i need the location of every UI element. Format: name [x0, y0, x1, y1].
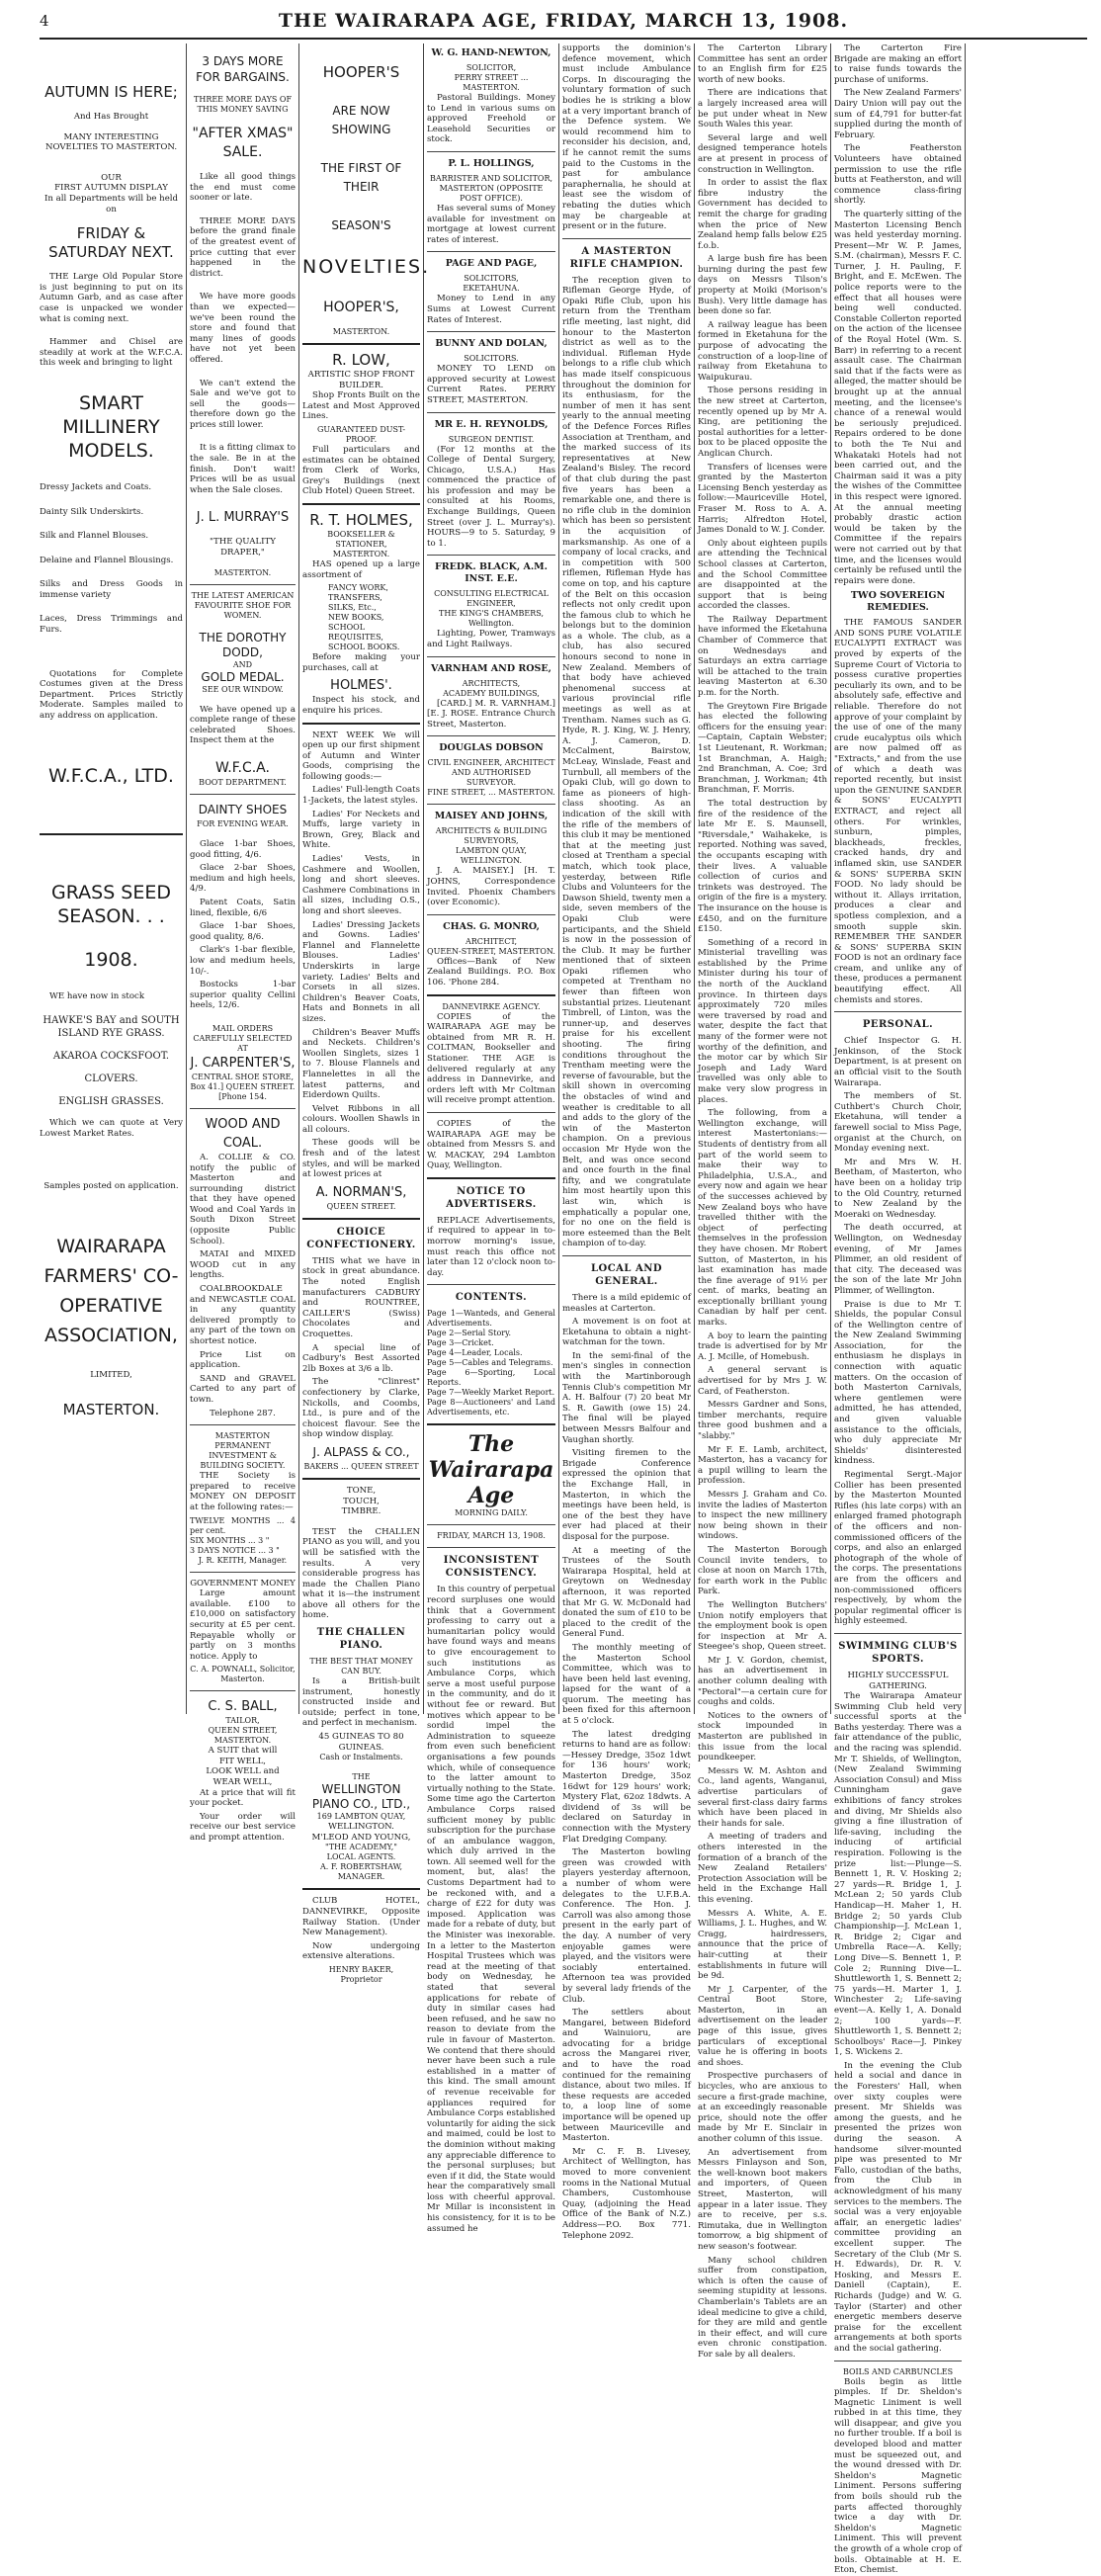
grass-seed-heading: GRASS SEED SEASON. . . — [50, 881, 171, 927]
page-title: THE WAIRARAPA AGE, FRIDAY, MARCH 13, 1908. — [278, 10, 849, 32]
text: "THE QUALITY DRAPER," — [210, 537, 276, 558]
card — [427, 158, 555, 245]
column-rule — [298, 43, 299, 1714]
paragraph: The quarterly sitting of the Masterton Licensing Bench was held yesterday morning. Present—Mr W. P. James, S.M. (chairman), Messrs F. C. Turner, J. H. Pauling, F. Bright, and E. McEwen. The police reports were to the effect that all houses were being well conducted. Constable Collerton reported on the action of the licensee of the Royal Hotel (Wm. S. Barr) in referring to a recent assault case. The Chairman said that if the facts were as alleged, the matter should be brought up at the annual meeting, and the licensee's chance of a renewal would be seriously prejudiced. Repairs ordered to be done to both the Te Nui and Whakataki Hotels had not been carried out, and the Chairman said it was a pity the wishes of the Committee in this respect were ignored. At the annual meeting probably drastic action would be taken by the Committee if the repairs were not carried out by that time, and the licenses would certainly be refused until the repairs were done. — [834, 209, 962, 586]
leader-heading: INCONSISTENT CONSISTENCY. — [443, 1555, 540, 1580]
text: ARTISTIC SHOP FRONT BUILDER. — [307, 370, 415, 390]
paragraph: MATAI and MIXED WOOD cut in any lengths. — [190, 1249, 296, 1281]
text: MANY INTERESTING NOVELTIES TO MASTERTON. — [44, 131, 178, 153]
card-name: MR E. H. REYNOLDS, — [434, 418, 549, 430]
paragraph: A railway league has been formed in Eketahuna for the purpose of advocating the construction of a loop-line of railway from Eketahuna to Waipukurau. — [698, 319, 827, 383]
list-item: Dressy Jackets and Coats. — [40, 481, 152, 492]
personal-heading: PERSONAL. — [862, 1019, 934, 1031]
paragraph: Regimental Sergt.-Major Collier has been presented by the Masterton Mounted Rifles (his late corps) with an enlarged framed photograph of the officers and non-commissioned officers of the corps, and also an enlarged photograph of the whole of the corps. The presentations are from the officers and non-commissioned officers respectively, by whom the popular regimental officer is highly esteemed. — [834, 1470, 962, 1627]
card-name: FREDK. BLACK, A.M. INST. E.E. — [434, 561, 548, 585]
text: MASTERTON. — [332, 549, 390, 558]
card — [427, 742, 555, 798]
text: TAILOR, — [225, 1716, 260, 1726]
text: FOR EVENING WEAR. — [197, 819, 289, 828]
paragraph: Messrs J. Graham and Co. invite the ladies of Masterton to inspect the new millinery now being shown in their windows. — [698, 1489, 827, 1542]
text: A. F. ROBERTSHAW, — [319, 1862, 403, 1872]
page-number: 4 — [40, 12, 49, 30]
goods-list — [40, 482, 183, 636]
card-name: DOUGLAS DOBSON — [439, 742, 544, 754]
millinery-heading: SMART MILLINERY MODELS. — [62, 391, 160, 462]
text: ARE NOW SHOWING — [331, 104, 391, 136]
card-body: [CARD.] M. R. VARNHAM.] [E. J. ROSE. Entrance Church Street, Masterton. — [427, 698, 555, 730]
text: THE BEST THAT MONEY CAN BUY. — [309, 1657, 413, 1676]
card-address: QUEEN-STREET, MASTERTON. — [427, 946, 555, 956]
paragraph: The total destruction by fire of the residence of the late Mr E. S. Maunsell, "Riversdale," Waihakeke, is reported. Nothing was saved, the occupants escaping with their lives. A valuable collection of curios and trinkets was destroyed. The origin of the fire is a mystery. The insurance on the house is £450, and on the furniture £150. — [698, 798, 827, 935]
paragraph: Mr and Mrs W. H. Beetham, of Masterton, who have been on a holiday trip to the Old Country, returned to New Zealand by the Moeraki on Wednesday. — [834, 1157, 962, 1220]
low-heading: R. LOW, — [332, 351, 390, 369]
paragraph: The Masterton bowling green was crowded with players yesterday afternoon, a number of whom were delegates to the U.F.B.A. Conference. The Hon. J. Carroll was also among those present in the early part of the day. A number of very enjoyable games were played, and the visitors were sociably entertained. Afternoon tea was provided by several lady friends of the Club. — [562, 1847, 691, 2005]
list-item: Patent Coats, Satin lined, flexible, 6/6 — [190, 897, 296, 918]
paragraph: The following, from a Wellington exchange, will interest Mastertonians:—Students of dentistry from all part of the world seem to make their way to Philadelphia, U.S.A., and every now and again we hear of the successes achieved by New Zealand boys who have travelled thither with the object of perfecting themselves in the profession they have chosen. Mr Robert Sutton, of Masterton, in his last examination has made the fine average of 91½ per cent. of marks, beating an exceptionally brilliant young Canadian by half per cent. marks. — [698, 1108, 827, 1329]
list-item: SILKS, Etc., — [328, 603, 377, 613]
hoopers-signature: HOOPER'S, — [323, 300, 399, 315]
paragraph: THE Large Old Popular Store is just beginning to put on its Autumn Garb, and as case after case is unpacked we wonder what is coming next. — [40, 272, 183, 324]
card-address: EKETAHUNA. — [463, 284, 520, 294]
column-5-news — [562, 43, 691, 2241]
paragraph: COALBROOKDALE and NEWCASTLE COAL in any quantity delivered promptly to any part of the town on shortest notice. — [190, 1284, 296, 1346]
text: Cash or Instalments. — [319, 1753, 403, 1762]
paragraph: The monthly meeting of the Masterton School Committee, which was to have been held last evening, lapsed for the want of a quorum. The meeting has been fixed for this afternoon at 5 o'clock. — [562, 1642, 691, 1727]
paragraph: Boils begin as little pimples. If Dr. Sheldon's Magnetic Liniment is well rubbed in at this time, they will disappear, and give you no further trouble. If a boil is developed blood and matter must be squeezed out, and the wound dressed with Dr. Sheldon's Magnetic Liniment. Persons suffering from boils should rub the parts affected thoroughly twice a day with Dr. Sheldon's Magnetic Liniment. This will prevent the growth of a whole crop of boils. Obtainable at H. E. Eton, Chemist. — [834, 2376, 962, 2576]
card — [427, 47, 555, 145]
paragraph: CLUB HOTEL, DANNEVIRKE, Opposite Railway Station. (Under New Management). — [302, 1896, 420, 1938]
column-7-news — [834, 43, 962, 2576]
sale-heading: "AFTER XMAS" SALE. — [192, 126, 294, 160]
card-sub: SOLICITORS. — [464, 354, 519, 364]
card-name: VARNHAM AND ROSE, — [431, 662, 551, 674]
text: GUARANTEED DUST-PROOF. — [316, 424, 406, 444]
contents-item: Page 8—Auctioneers' and Land Advertisements, etc. — [427, 1398, 555, 1417]
paragraph: The members of St. Cuthbert's Church Choir, Eketahuna, will tender a farewell social to Miss Page, organist at the Church, on Monday evening next. — [834, 1091, 962, 1155]
text: MASTERTON. — [213, 567, 272, 577]
paragraph: supports the dominion's defence movement, which must include Ambulance Corps. In discouraging the voluntary formation of such bodies he is striking a blow at a very important branch of the Defence system. We would recommend him to reconsider his decision, and, if he cannot remit the sums paid to the Customs in the past for ambulance paraphernalia, he should at least see the wisdom of rebating the duties which may be chargeable at present or in the future. — [562, 43, 691, 232]
card-address: THE KING'S CHAMBERS, Wellington. — [439, 609, 544, 629]
paragraph: We can't extend the Sale and we've got to sell the goods—therefore down go the prices still lower. — [190, 378, 296, 430]
paragraph: Those persons residing in the new street at Carterton, recently opened up by Mr A. King, are petitioning the postal authorities for a letter-box to be placed opposite the Anglican Church. — [698, 386, 827, 459]
paragraph: TEST the CHALLEN PIANO as you will, and you will be satisfied with the results. A very considerable progress has made the Challen Piano what it is—the instrument above all others for the home. — [302, 1526, 420, 1621]
autumn-heading: AUTUMN IS HERE; — [44, 83, 178, 101]
text: In all Departments will be held on — [43, 193, 179, 215]
column-rule — [186, 43, 187, 1714]
list-item: Glace 1-bar Shoes, good fitting, 4/6. — [190, 839, 296, 860]
text: FIT WELL, — [218, 1756, 267, 1766]
carpenter-heading: J. CARPENTER'S, — [190, 1055, 296, 1071]
paragraph: HAS opened up a large assortment of — [302, 558, 420, 580]
paragraph: The latest dredging returns to hand are as follow:—Hessey Dredge, 35oz 1dwt for 136 hours' work; Masterton Dredge, 35oz 16dwt for 129 hours' work; Mystery Flat, 62oz 18dwts. A dividend of 3s will be declared on Saturday in connection with the Mystery Flat Dredging Company. — [562, 1729, 691, 1845]
boils-heading: BOILS AND CARBUNCLES — [842, 2366, 954, 2376]
text: LOOK WELL and — [206, 1766, 280, 1777]
contents-item: Page 3—Cricket. — [427, 1338, 494, 1348]
paragraph: Price List on application. — [190, 1349, 296, 1371]
text: M'LEOD AND YOUNG, — [311, 1832, 411, 1843]
paragraph: The Carterton Fire Brigade are making an effort to raise funds towards the purchase of uniforms. — [834, 43, 962, 85]
card-address: LAMBTON QUAY, WELLINGTON. — [456, 846, 527, 866]
paragraph: Prospective purchasers of bicycles, who are anxious to secure a first-grade machine, at an exceedingly reasonable price, should note the offer made by Mr E. Sinclair in another column of this issue. — [698, 2071, 827, 2144]
column-6-news — [698, 43, 827, 2360]
paragraph: A meeting of traders and others interested in the formation of a branch of the New Zealand Retailers' Protection Association will be held in the Exchange Hall this evening. — [698, 1832, 827, 1905]
contents-item: Page 4—Leader, Locals. — [427, 1348, 523, 1358]
card-body: J. A. MAISEY.] [H. T. JOHNS, Correspondence Invited. Phoenix Chambers (over Economic). — [427, 866, 555, 908]
paragraph: A boy to learn the painting trade is advertised for by Mr A. J. Mcille, of Homebush. — [698, 1331, 827, 1362]
text: WELLINGTON. — [328, 1822, 394, 1833]
paragraph: Visiting firemen to the Brigade Conference expressed the opinion that the Exchange Hall, in Masterton, in which the meetings have been held, is one of the best they have ever had placed at their disposal for the purpose. — [562, 1448, 691, 1542]
year-heading: 1908. — [84, 948, 138, 971]
list-item: Dainty Silk Underskirts. — [40, 506, 144, 517]
paragraph: Quotations for Complete Costumes given at the Dress Department. Prices Strictly Moderate. Samples mailed to any address on application. — [40, 668, 183, 722]
paragraph: Notices to the owners of stock impounded in Masterton are published in this issue from the local poundkeeper. — [698, 1710, 827, 1763]
holmes-heading: R. T. HOLMES, — [309, 510, 413, 529]
masterton-heading: MASTERTON. — [62, 1400, 160, 1418]
text: CENTRAL SHOE STORE, — [191, 1072, 295, 1081]
paragraph: COPIES of the WAIRARAPA AGE may be obtained from Messrs S. and W. MACKAY, 294 Lambton Quay, Wellington. — [427, 1118, 555, 1171]
text: TOUCH, — [343, 1496, 380, 1506]
text: 45 GUINEAS TO 80 GUINEAS. — [318, 1732, 404, 1753]
notice-heading: NOTICE TO ADVERTISERS. — [446, 1185, 537, 1210]
remedies-heading: TWO SOVEREIGN REMEDIES. — [850, 590, 946, 614]
newspaper-masthead: The Wairarapa Age — [428, 1431, 554, 1509]
paragraph: In the evening the Club held a social and dance in the Foresters' Hall, when over sixty couples were present. Mr Shields was among the guests, and he presented the prizes won during the season. A handsome silver-mounted pipe was presented to Mr Fallo, custodian of the baths, from the Club in acknowledgment of his many services to the members. The social was a very enjoyable affair, an energetic ladies' committee providing an excellent supper. The Secretary of the Club (Mr S. H. Edwards), Dr. R. V. Hosking, and Messrs E. Daniell (Captain), E. Richards (Judge) and W. G. Taylor (Starter) and other energetic members deserve praise for the excellent arrangements at both sports and the social gathering. — [834, 2060, 962, 2354]
text: 169 LAMBTON QUAY, — [316, 1812, 406, 1822]
paragraph: SAND and GRAVEL Carted to any part of town. — [190, 1373, 296, 1405]
dateline: FRIDAY, MARCH 13, 1908. — [437, 1531, 546, 1541]
rifle-heading: A MASTERTON RIFLE CHAMPION. — [569, 245, 684, 270]
text: MASTERTON. — [332, 327, 390, 336]
text: QUEEN STREET. — [326, 1201, 396, 1211]
text: A SUIT that will — [208, 1746, 278, 1757]
column-rule — [694, 43, 695, 1714]
column-2-ads — [190, 43, 296, 1844]
text: MASTERTON PERMANENT INVESTMENT & BUILDING SOCIETY. — [200, 1431, 286, 1471]
paragraph: Ladies' Dressing Jackets and Gowns. Ladies' Flannel and Flannelette Blouses. Ladies' Underskirts in large variety. Ladies' Belts and Corsets in all sizes. Children's Beaver Coats, Hats and Bonnets in all sizes. — [302, 919, 420, 1024]
paragraph: Children's Beaver Muffs and Neckets. Children's Woollen Singlets, sizes 1 to 7. Blouse Flannels and Flannelettes in all the latest patterns, and Eiderdown Quilts. — [302, 1027, 420, 1101]
confectionery-heading: CHOICE CONFECTIONERY. — [306, 1226, 416, 1250]
card-sub: SURGEON DENTIST. — [448, 434, 535, 444]
list-item: SCHOOL REQUISITES, — [328, 623, 383, 643]
card-name: PAGE AND PAGE, — [445, 258, 538, 270]
norman-heading: A. NORMAN'S, — [315, 1184, 407, 1200]
paragraph: Large amount available. £100 to £10,000 on satisfactory security at £5 per cent. Repayable wholly or partly on 3 months notice. Apply to — [190, 1589, 296, 1662]
friday-heading: FRIDAY & SATURDAY NEXT. — [48, 224, 174, 262]
text: QUEEN STREET, MASTERTON. — [208, 1726, 278, 1746]
paragraph: The Railway Department have informed the Eketahuna Chamber of Commerce that on Wednesdays and Saturdays an extra carriage will be attached to the train leaving Masterton at 6.30 p.m. for the North. — [698, 614, 827, 699]
alpass-heading: J. ALPASS & CO., — [312, 1444, 410, 1459]
text: BOOKSELLER & STATIONER, — [327, 529, 395, 549]
text: DANNEVIRKE AGENCY. — [442, 1001, 541, 1011]
seed-item: ENGLISH GRASSES. — [58, 1096, 164, 1108]
card-sub: CONSULTING ELECTRICAL ENGINEER, — [434, 589, 549, 609]
text: THREE MORE DAYS OF THIS MONEY SAVING — [194, 95, 292, 114]
rate-row: 3 DAYS NOTICE ... 3 " — [190, 1545, 280, 1555]
column-3-ads — [302, 43, 431, 1984]
murray-heading: J. L. MURRAY'S — [196, 510, 290, 526]
card-name: MAISEY AND JOHNS, — [434, 811, 549, 822]
card-sub: ARCHITECT, — [465, 936, 518, 946]
list-item: Clark's 1-bar flexible, low and medium heels, 10/-. — [190, 945, 296, 977]
card-name: P. L. HOLLINGS, — [448, 157, 535, 169]
paragraph: Shop Fronts Built on the Latest and Most Approved Lines. — [302, 390, 420, 422]
farmers-association-heading: WAIRARAPA FARMERS' CO-OPERATIVE ASSOCIATION, — [43, 1236, 179, 1346]
paragraph: At a price that will fit your pocket. — [190, 1787, 296, 1809]
list-item: Silk and Flannel Blouses. — [40, 531, 149, 542]
card-address: PERRY STREET ... MASTERTON. — [454, 73, 529, 92]
paragraph: It is a fitting climax to the sale. Be in at the finish. Don't wait! Prices will be as usual when the Sale closes. — [190, 443, 296, 495]
paragraph: Before making your purchases, call at — [302, 652, 420, 673]
card-sub: ARCHITECTS & BUILDING SURVEYORS, — [435, 826, 548, 846]
bargains-heading: 3 DAYS MORE FOR BARGAINS. — [196, 54, 290, 84]
paragraph: There are indications that a largely increased area will be put under wheat in New South Wales this year. — [698, 88, 827, 130]
card-body: Offices—Bank of New Zealand Buildings. P.O. Box 106. 'Phone 284. — [427, 956, 555, 987]
card — [427, 663, 555, 730]
paragraph: Something of a record in Ministerial travelling was established by the Prime Minister during his tour of the north of the Auckland province. In thirteen days approximately 720 miles were traversed by road and water, despite the fact that many of the former were not worthy of the definition, and the motor car by which Sir Joseph and Lady Ward travelled was only able to make very slow progress in places. — [698, 937, 827, 1105]
paragraph: Ladies' For Neckets and Muffs, large variety in Brown, Grey, Black and White. — [302, 809, 420, 851]
column-1-wfca-ads — [40, 43, 183, 1714]
text: BOOT DEPARTMENT. — [199, 778, 287, 787]
text: MORNING DAILY. — [455, 1508, 528, 1518]
local-general-heading: LOCAL AND GENERAL. — [590, 1262, 663, 1287]
paragraph: A special line of Cadbury's Best Assorted 2lb Boxes at 3/6 a lb. — [302, 1342, 420, 1374]
paragraph: Now undergoing extensive alterations. — [302, 1940, 420, 1962]
text: THE LATEST AMERICAN FAVOURITE SHOE FOR WOMEN. — [191, 590, 295, 620]
paragraph: At a meeting of the Trustees of the South Wairarapa Hospital, held at Greytown on Wednesday afternoon, it was reported that Mr G. W. McDonald had donated the sum of £10 to be placed to the credit of the General Fund. — [562, 1545, 691, 1640]
text: MAIL ORDERS CAREFULLY SELECTED AT — [193, 1023, 293, 1053]
paragraph: A movement is on foot at Eketahuna to obtain a night-watchman for the town. — [562, 1317, 691, 1348]
card-address: FINE STREET, ... MASTERTON. — [427, 788, 555, 798]
card — [427, 921, 555, 988]
paragraph: Messrs A. White, A. E. Williams, J. L. Hughes, and W. Cragg, hairdressers, announce that the price of hair-cutting at their establishments in future will be 9d. — [698, 1908, 827, 1982]
list-item: SCHOOL BOOKS. — [328, 643, 400, 652]
wood-coal-heading: WOOD AND COAL. — [205, 1116, 281, 1151]
paragraph: Mr F. E. Lamb, architect, Masterton, has a vacancy for a pupil willing to learn the profession. — [698, 1444, 827, 1487]
list-item: Delaine and Flannel Blousings. — [40, 555, 174, 565]
seed-item: CLOVERS. — [84, 1073, 138, 1085]
paragraph: The Wellington Butchers' Union notify employers that the employment book is open for inspection at Mr A. Steegee's shop, Queen street. — [698, 1599, 827, 1653]
paragraph: Mr C. F. B. Livesey, Architect of Wellington, has moved to more convenient rooms in the National Mutual Chambers, Customhouse Quay, (adjoining the Head Office of the Bank of N.Z.) Address—P.O. Box 771. Telephone 2092. — [562, 2146, 691, 2241]
text: TONE, — [346, 1485, 377, 1496]
paragraph: THE Society is prepared to receive MONEY ON DEPOSIT at the following rates:— — [190, 1471, 296, 1512]
paragraph: Transfers of licenses were granted by the Masterton Licensing Bench yesterday as follow:—Mauriceville Hotel, Fraser M. Ross to A. A. Harris; Alfredton Hotel, James Donald to W. J. Conder. — [698, 462, 827, 536]
contents-item: Page 1—Wanteds, and General Advertisements. — [427, 1309, 555, 1329]
hoopers-heading: HOOPER'S — [322, 63, 400, 81]
paragraph: A large bush fire has been burning during the past few days on Messrs Tilson's property at Moiki (Morison's Bush). Very little damage has been done so far. — [698, 254, 827, 317]
paragraph: The reception given to Rifleman George Hyde, of Opaki Rifle Club, upon his return from the Trentham rifle meeting, last night, did honour to the Masterton district as well as to the individual. Rifleman Hyde belongs to a rifle club which has made itself conspicuous throughout the dominion for its enthusiasm, for the number of men it has sent yearly to the annual meeting of the Defence Forces Rifles Association at Trentham, and the marked success of its representatives at New Zealand's Bisley. The record of that club during the past five years has been a remarkable one, and there is no rifle club in the dominion which has been so persistent in the acquisition of marksmanship. As one of a company of local cracks, and in competition with 500 riflemen, Rifleman Hyde has come on top, and his capture of the Belt on this occasion reflects not only credit upon the famous club to which he belongs but to the dominion as a whole. The club, as a club, has also secured honours second to none in New Zealand. Members of that body have achieved phenomenal success at various provincial rifle meetings as well as at Trentham. Names such as G. Hyde, R. J. King, W. J. Henry, A. J. Cameron, D. McCalment, Bairstow, McLeay, Winslade, Feast and Turnbull, all members of the Opaki Club, will go down to fame as pioneers of high-class shooting. As an indication of the skill with the rifle of the members of this club it may be mentioned that at the meeting just closed at Trentham a special match, which took place, yesterday, between Rifle Clubs and Volunteers for the Dawson Shield, twenty men a side, seven members of the Opaki Club were participants, and the Shield is now in the possession of the Club. It may be further mentioned that of sixteen Opaki riflemen who competed at Trentham no fewer than fifteen won substantial prizes. Lieutenant Timbrell, of Linton, was the runner-up, and deserves praise for his excellent shooting. The firing conditions throughout the Trentham meeting were the reverse of favourable, but the skill shown in overcoming the obstacles of wind and weather is creditable to all and adds to the glory of the win of the Masterton champion. On a previous occasion Mr Hyde won the Belt, and was once second and once fourth in the final fifty, and we congratulate him most heartily upon this last win, which is emphatically a popular one, for no one on the field is more esteemed than the Belt champion of to-day. — [562, 275, 691, 1249]
paragraph: There is a mild epidemic of measles at Carterton. — [562, 1292, 691, 1314]
paragraph: The Wairarapa Amateur Swimming Club held very successful sports at the Baths yesterday. There was a fair attendance of the public, and the racing was splendid. Mr T. Shields, of Wellington, (New Zealand Swimming Association Consul) and Miss Cunningham gave exhibitions of fancy strokes and diving, Mr Shields also giving a fine illustration of life-saving, including the inducing of artificial respiration. Following is the prize list:—Plunge—S. Bennett 1, R. V. Hosking 2; 27 yards—R. Bridge 1, J. McLean 2; 50 yards Club Handicap—H. Maher 1, H. Bridge 2; 50 yards Club Championship—J. McLean 1, R. Bridge 2; Cigar and Umbrella Race—A. Kelly; Long Dive—S. Bennett 1, P. Cole 2; Running Dive—L. Shuttleworth 1, S. Bennett 2; 75 yards—H. Marter 1, J. Winchester 2; Life-saving event—A. Kelly 1, A. Donald 2; 100 yards—F. Shuttleworth 1, S. Bennett 2; Schoolboys' Race—J. Pinkey 1, S. Wickens 2. — [834, 1691, 962, 2058]
text: SEE OUR WINDOW. — [202, 684, 284, 694]
paragraph: Many school children suffer from constipation, which is often the cause of seeming stupidity at lessons. Chamberlain's Tablets are an ideal medicine to give a child, for they are mild and gentle in their effect, and will cure even chronic constipation. For sale by all dealers. — [698, 2255, 827, 2360]
list-item: FANCY WORK, — [328, 583, 388, 593]
paragraph: Chief Inspector G. H. Jenkinson, of the Stock Department, is at present on an official visit to the South Wairarapa. — [834, 1036, 962, 1088]
paragraph: REPLACE Advertisements, if required to appear in to-morrow morning's issue, must reach this office not later than 12 o'clock noon to-day. — [427, 1215, 555, 1278]
paragraph: Mr J. V. Gordon, chemist, has an advertisement in another column dealing with "Pectoral"—a certain cure for coughs and colds. — [698, 1655, 827, 1708]
paragraph: Messrs W. M. Ashton and Co., land agents, Wanganui, advertise particulars of several first-class dairy farms which have been placed in their hands for sale. — [698, 1765, 827, 1829]
text: THE — [352, 1772, 371, 1782]
text: "THE ACADEMY," — [325, 1843, 397, 1852]
paragraph: Which we can quote at Very Lowest Market Rates. — [40, 1118, 183, 1139]
card-body: Money to Lend in any Sums at Lowest Current Rates of Interest. — [427, 294, 555, 325]
list-item: TRANSFERS, — [328, 593, 382, 603]
paragraph: The New Zealand Farmers' Dairy Union will pay out the sum of £4,791 for butter-fat supplied during the month of February. — [834, 88, 962, 140]
masthead-header — [40, 8, 1087, 40]
paragraph: Is a British-built instrument, honestly constructed inside and outside; perfect in tone, and perfect in mechanism. — [302, 1676, 420, 1729]
card-body: Pastoral Buildings. Money to Lend in various sums on approved Freehold or Leasehold Securities or stock. — [427, 93, 555, 145]
swimming-subheading: HIGHLY SUCCESSFUL GATHERING. — [847, 1670, 949, 1691]
dainty-heading: DAINTY SHOES — [198, 803, 288, 816]
column-rule — [558, 43, 559, 1714]
paragraph: Praise is due to Mr T. Shields, the popular Consul of the Wellington centre of the New Zealand Swimming Association, for the enthusiasm he displays in connection with aquatic matters. On the occasion of both Masterton Carnivals, where gentlemen were admitted, he has attended, and given valuable assistance to the officials, who duly appreciate Mr Shields' disinterested kindness. — [834, 1299, 962, 1467]
contents-heading: CONTENTS. — [455, 1292, 528, 1304]
gold-medal-heading: GOLD MEDAL. — [201, 669, 285, 684]
card-body: Has several sums of Money available for investment on mortgage at lowest current rates of interest. — [427, 203, 555, 245]
paragraph: COPIES of the WAIRARAPA AGE may be obtained from MR R. H. COLTMAN, Bookseller and Stationer. THE AGE is delivered regularly at any address in Dannevirke, and orders left with Mr Coltman will receive prompt attention. — [427, 1011, 555, 1106]
list-item: Bostocks 1-bar superior quality Cellini heels, 12/6. — [190, 980, 296, 1011]
text: AND — [232, 659, 253, 669]
list-item: Laces, Dress Trimmings and Furs. — [40, 614, 183, 636]
card-sub: SOLICITORS, — [464, 274, 519, 284]
piano-co-heading: WELLINGTON PIANO CO., LTD., — [311, 1782, 411, 1812]
text: SEASON'S — [331, 218, 391, 232]
paragraph: Inspect his stock, and enquire his prices. — [302, 695, 420, 716]
card-name: CHAS. G. MONRO, — [443, 920, 540, 932]
paragraph: Messrs Gardner and Sons, timber merchants, require three good bushmen and a "slabby." — [698, 1400, 827, 1441]
column-rule — [423, 43, 424, 1714]
text: MANAGER. — [337, 1872, 385, 1882]
text: Telephone 287. — [210, 1408, 276, 1418]
contents-item: Page 7—Weekly Market Report. — [427, 1388, 555, 1398]
text: Proprietor — [340, 1974, 382, 1984]
paragraph: A. COLLIE & CO. notify the public of Masterton and surrounding district that they have opened Wood and Coal Yards in South Dixon Street (opposite Public School). — [190, 1152, 296, 1246]
dorothy-heading: THE DOROTHY DODD, — [199, 630, 287, 659]
text: Samples posted on application. — [43, 1181, 179, 1192]
list-item: NEW BOOKS, — [328, 613, 384, 623]
novelties-heading: NOVELTIES. — [302, 256, 431, 278]
seed-item: HAWKE'S BAY and SOUTH ISLAND RYE GRASS. — [42, 1015, 180, 1040]
card-sub: CIVIL ENGINEER, ARCHITECT AND AUTHORISED SURVEYOR. — [427, 758, 555, 788]
card-body: (For 12 months at the College of Dental Surgery, Chicago, U.S.A.) Has commenced the practice of his profession and may be consulted at his Rooms, Exchange Buildings, Queen Street (over J. L. Murray's). HOURS—9 to 5. Saturday, 9 to 1. — [427, 444, 555, 549]
paragraph: The Carterton Library Committee has sent an order to an English firm for £25 worth of new books. — [698, 43, 827, 85]
paragraph: The Masterton Borough Council invite tenders, to close at noon on March 17th, for earth work in the Public Park. — [698, 1544, 827, 1597]
card — [427, 338, 555, 405]
card — [427, 258, 555, 325]
text: OUR — [101, 172, 122, 183]
list-item: Glace 1-bar Shoes, good quality, 8/6. — [190, 921, 296, 942]
paragraph: An advertisement from Messrs Finlayson and Son, the well-known boot makers and importers, of Queen Street, Masterton, will appear in a later issue. They are to receive, per s.s. Rimutaka, due in Wellington tomorrow, a big shipment of new season's footwear. — [698, 2147, 827, 2252]
paragraph: The settlers about Mangarei, between Bideford and Wainuioru, are advocating for a bridge across the Mangarei river, and to have the road continued for the remaining distance, about two miles. If these requests are acceded to, a loop line of some importance will be opened up between Mauriceville and Masterton. — [562, 2008, 691, 2144]
paragraph: The death occurred, at Wellington, on Wednesday evening, of Mr James Plimmer, an old resident of that city. The deceased was the son of the late Mr John Plimmer, of Wellington. — [834, 1223, 962, 1296]
paragraph: Several large and well designed temperance hotels are at present in process of construction in Wellington. — [698, 132, 827, 175]
card-sub: SOLICITOR, — [466, 63, 517, 72]
paragraph: These goods will be fresh and of the latest styles, and will be marked at lowest prices at — [302, 1138, 420, 1180]
seed-item: AKAROA COCKSFOOT. — [52, 1051, 170, 1063]
paragraph: The Featherston Volunteers have obtained permission to use the rifle butts at Featherston, and will commence class-firing shortly. — [834, 143, 962, 207]
card-name: W. G. HAND-NEWTON, — [431, 47, 551, 58]
swimming-heading: SWIMMING CLUB'S SPORTS. — [838, 1640, 958, 1665]
text: HENRY BAKER, — [328, 1964, 394, 1974]
rate-row: TWELVE MONTHS ... 4 per cent. — [190, 1515, 296, 1535]
contents-item: Page 2—Serial Story. — [427, 1329, 512, 1338]
text: LIMITED, — [90, 1370, 132, 1380]
card-sub: ARCHITECTS, — [462, 678, 521, 688]
text: BAKERS ... QUEEN STREET — [303, 1461, 419, 1471]
holmes-signature: HOLMES'. — [330, 678, 392, 694]
paragraph: In the semi-final of the men's singles in connection with the Martinborough Tennis Club's competition Mr A. H. Balfour (7) 20 beat Mr S. R. Gawith (owe 15) 24. The final will be played between Messrs Balfour and Vaughan shortly. — [562, 1350, 691, 1445]
paragraph: NEXT WEEK We will open up our first shipment of Autumn and Winter Goods, comprising the following goods:— — [302, 730, 420, 782]
card-sub: BARRISTER AND SOLICITOR, — [429, 173, 553, 183]
paragraph: In order to assist the flax fibre industry the Government has decided to remit the charge for grading when the price of New Zealand hemp falls below £25 f.o.b. — [698, 178, 827, 251]
paragraph: We have opened up a complete range of these celebrated Shoes. Inspect them at the — [190, 704, 296, 746]
contents-item: Page 6—Sporting, Local Reports. — [427, 1368, 555, 1388]
text: LOCAL AGENTS. — [326, 1852, 396, 1862]
text: Masterton. — [220, 1674, 265, 1684]
paragraph: Full particulars and estimates can be obtained from Clerk of Works, Grey's Buildings (next Club Hotel) Queen Street. — [302, 444, 420, 497]
paragraph: Ladies' Full-length Coats 1-Jackets, the latest styles. — [302, 785, 420, 807]
rate-row: SIX MONTHS ... 3 " — [190, 1535, 270, 1545]
card-name: BUNNY AND DOLAN, — [435, 338, 548, 350]
paragraph: THREE MORE DAYS before the grand finale of the greatest event of price cutting that ever happened in the district. — [190, 215, 296, 279]
column-rule — [965, 43, 966, 1714]
challen-heading: THE CHALLEN PIANO. — [316, 1627, 406, 1652]
paragraph: We have more goods than we expected—we've been round the store and found that many lines of goods have not yet been offered. — [190, 292, 296, 365]
ball-heading: C. S. BALL, — [208, 1699, 278, 1715]
list-item: Glace 2-bar Shoes, medium and high heels, 4/9. — [190, 863, 296, 895]
paragraph: Only about eighteen pupils are attending the Technical School classes at Carterton, and the School Committee are disappointed at the support that is being accorded the classes. — [698, 538, 827, 612]
paragraph: WE have now in stock — [49, 990, 145, 1001]
column-rule — [830, 43, 831, 1714]
paragraph: Mr J. Carpenter, of the Central Boot Store, Masterton, in an advertisement on the leader page of this issue, gives particulars of exceptional value he is offering in boots and shoes. — [698, 1984, 827, 2068]
text: And Has Brought — [73, 112, 149, 122]
paragraph: Ladies' Vests, in Cashmere and Woollen, long and short sleeves. Cashmere Combinations in all sizes, including O.S., long and short sleeves. — [302, 854, 420, 916]
paragraph: A general servant is advertised for by Mrs J. W. Card, of Featherston. — [698, 1365, 827, 1397]
card-body: Lighting, Power, Tramways and Light Railways. — [427, 629, 555, 650]
column-4-cards-leader — [427, 43, 555, 2234]
paragraph: THIS what we have in stock in great abundance. The noted English manufacturers CADBURY and ROUNTREE, CAILLER'S (Swiss) Chocolates and Croquettes. — [302, 1255, 420, 1339]
card-body: MONEY TO LEND on approved security at Lowest Current Rates. PERRY STREET, MASTERTON. — [427, 364, 555, 405]
contents-item: Page 5—Cables and Telegrams. — [427, 1358, 553, 1368]
paragraph: Hammer and Chisel are steadily at work at the W.F.C.A. this week and bringing to light — [40, 337, 183, 369]
text: TIMBRE. — [341, 1506, 381, 1517]
paragraph: The Greytown Fire Brigade has elected the following officers for the ensuing year:—Captain, Captain Webster; 1st Lieutenant, R. Workman; 1st Branchman, A. Haigh; 2nd Branchman, A. Coe; 3rd Branchman, J. Workman; 4th Branchman, F. Morris. — [698, 701, 827, 796]
card — [427, 561, 555, 649]
card-address: ACADEMY BUILDINGS, — [443, 688, 540, 698]
paragraph: Your order will receive our best service and prompt attention. — [190, 1811, 296, 1844]
paragraph: The "Clinrest" confectionery by Clarke, Nickolls, and Coombs, Ltd., is pure and of the choicest flavour. See the shop window display. — [302, 1377, 420, 1440]
card — [427, 419, 555, 550]
text: Box 41.] QUEEN STREET. [Phone 154. — [190, 1081, 296, 1101]
wfca-boot-heading: W.F.C.A. — [215, 760, 270, 776]
text: GOVERNMENT MONEY — [190, 1578, 296, 1589]
card — [427, 811, 555, 907]
paragraph: In this country of perpetual record surpluses one would think that a Government professing to carry out a humanitarian policy would have found ways and means to give encouragement to such institutions as Ambulance Corps, which serve a most useful purpose in the community, and do it without fee or reward. But motives which appear to be sordid impel the Administration to squeeze from even such beneficient organisations a few pounds which, while of consequence to the latter amount to virtually nothing to the State. Some time ago the Carterton Ambulance Corps raised sufficient money by public subscription for the purchase of an ambulance waggon, which duly arrived in the town. All seemed well for the moment, but, alas! the Customs Department had to be reckoned with, and a charge of £22 for duty was imposed. Application was made for a rebate of duty, but the Minister was inexorable. In a letter to the Masterton Hospital Trustees which was read at the meeting of that body on Wednesday, he stated that several applications for rebate of duty in similar cases had been refused, and he saw no reason to deviate from the rule in favour of Masterton. We contend that there should never have been such a rule established in a matter of this kind. The small amount of revenue receivable for appliances required for Ambulance Corps established voluntarily for aiding the sick and maimed, could be lost to the dominion without making any appreciable difference to the personal surpluses; but even if it did, the State would hear the comparatively small loss with cheerful approval. Mr Millar is inconsistent in his consistency, for it is to be assumed he — [427, 1585, 555, 2234]
list-item: Silks and Dress Goods in immense variety — [40, 579, 183, 600]
text: WEAR WELL, — [212, 1777, 273, 1788]
text: J. R. KEITH, Manager. — [198, 1555, 288, 1565]
paragraph: Like all good things the end must come sooner or late. — [190, 172, 296, 204]
paragraph: Velvet Ribbons in all colours. Woollen Shawls in all colours. — [302, 1103, 420, 1135]
text: C. A. POWNALL, Solicitor, — [190, 1665, 296, 1674]
text: THE FIRST OF THEIR — [320, 161, 402, 194]
wfca-heading: W.F.C.A., LTD. — [48, 764, 174, 787]
paragraph: THE FAMOUS SANDER AND SONS PURE VOLATILE EUCALYPTI EXTRACT was proved by experts of the Supreme Court of Victoria to possess curative properties peculiarly its own, and to be absolutely safe, effective and reliable. Therefore do not approve of your complaint by the use of one of the many crude eucalyptus oils which are now palmed off as "Extracts," and from the use of which a death was reported recently, but insist upon the GENUINE SANDER & SONS' EUCALYPTI EXTRACT, and reject all others. For wrinkles, sunburn, pimples, blackheads, freckles, cracked hands, dry and inflamed skin, use SANDER & SONS' SUPERBA SKIN FOOD. No lady should be without it. Allays irritation, produces a clear and spotless complexion, and a smooth supple skin. REMEMBER THE SANDER & SONS' SUPERBA SKIN FOOD is not an ordinary face cream, and unlike any of these, produces a permanent beautifying effect. All chemists and stores. — [834, 618, 962, 1005]
text: FIRST AUTUMN DISPLAY — [54, 183, 168, 194]
card-address: MASTERTON (OPPOSITE POST OFFICE). — [439, 183, 544, 203]
